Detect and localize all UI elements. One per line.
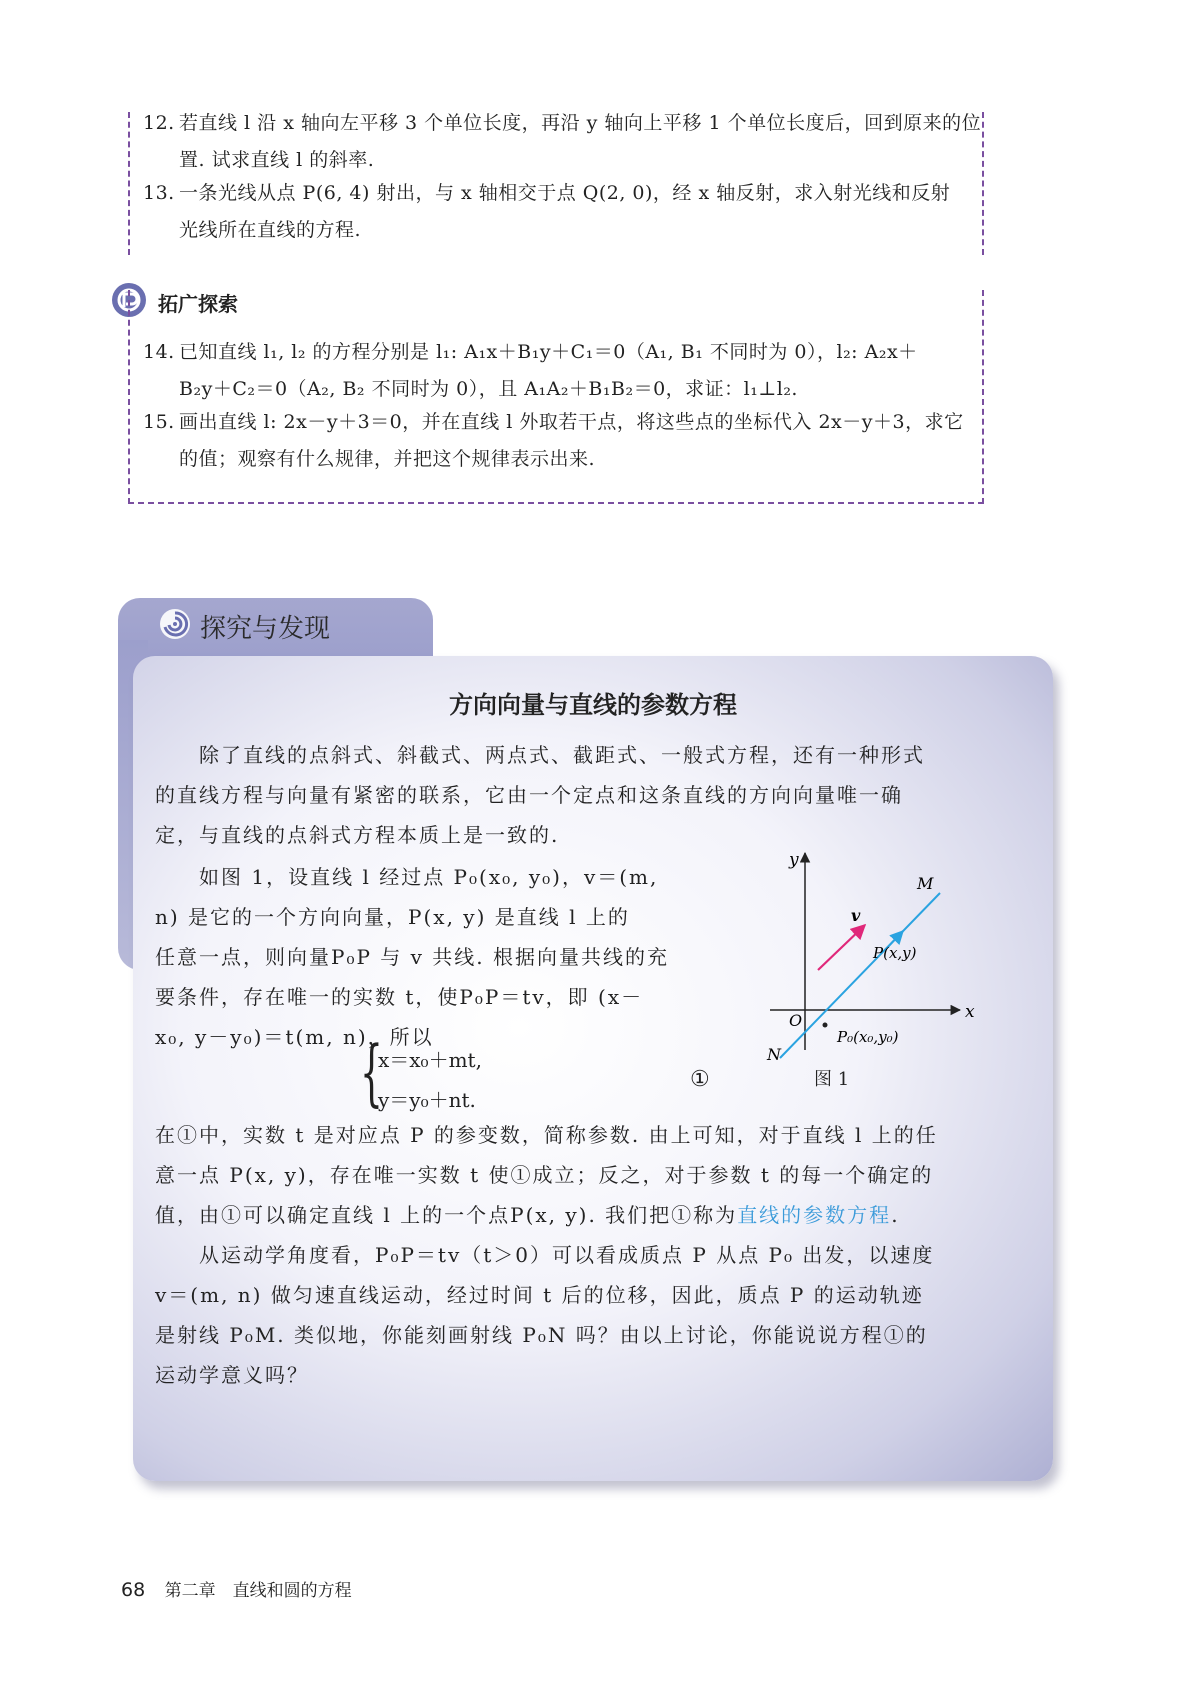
exercise-number: 12. (143, 112, 175, 134)
page-footer (121, 1576, 352, 1601)
text-line: 是射线 P₀M. 类似地，你能刻画射线 P₀N 吗？由以上讨论，你能说说方程①的 (155, 1323, 928, 1347)
chapter-title: 第二章 直线和圆的方程 (164, 1581, 352, 1601)
text-line: v＝(m, n) 做匀速直线运动，经过时间 t 后的位移，因此，质点 P 的运动轨迹 (155, 1283, 924, 1307)
text-line: 意一点 P(x, y)，存在唯一实数 t 使①成立；反之，对于参数 t 的每一个确定的 (155, 1163, 934, 1187)
text-line: 要条件，存在唯一的实数 t，使P₀P＝tv，即 (x－ (155, 985, 644, 1009)
explore-header (158, 607, 330, 645)
equation-label: ① (690, 1067, 710, 1092)
exercise-13 (143, 175, 950, 249)
axis-x-label: x (965, 1002, 975, 1022)
text-segment: 值，由①可以确定直线 l 上的一个点P(x, y). 我们把①称为 (155, 1203, 738, 1227)
text-line: 运动学意义吗？ (155, 1363, 309, 1387)
exercise-number: 14. (143, 341, 175, 363)
exercise-14 (143, 334, 918, 408)
label-P: P(x,y) (873, 944, 917, 962)
page-number: 68 (121, 1579, 146, 1601)
text-line: 除了直线的点斜式、斜截式、两点式、截距式、一般式方程，还有一种形式 (199, 743, 925, 767)
highlight-term: 直线的参数方程 (737, 1203, 892, 1227)
exercise-12 (143, 105, 981, 179)
equation-line: x＝x₀＋mt, (378, 1048, 482, 1072)
point-p0 (823, 1023, 828, 1028)
exercise-text-cont: 置. 试求直线 l 的斜率. (179, 149, 375, 171)
figure-caption: 图 1 (814, 1069, 850, 1090)
text-line: 在①中，实数 t 是对应点 P 的参变数，简称参数. 由上可知，对于直线 l 上的任 (155, 1123, 938, 1147)
explore-title: 方向向量与直线的参数方程 (449, 691, 737, 719)
exercise-text-cont: B₂y＋C₂＝0（A₂, B₂ 不同时为 0），且 A₁A₂＋B₁B₂＝0，求证：l₁⊥l₂. (179, 378, 798, 400)
equation-line: y＝y₀＋nt. (378, 1088, 476, 1112)
exercise-text: 一条光线从点 P(6, 4) 射出，与 x 轴相交于点 Q(2, 0)，经 x 轴反射，求入射光线和反射 (179, 182, 951, 204)
figure-1 (745, 845, 995, 1060)
text-line (155, 1195, 938, 1235)
explore-paragraph-4 (155, 1235, 934, 1395)
label-M: M (917, 874, 934, 893)
section-extend-title: 拓广探索 (158, 291, 238, 316)
text-line: 从运动学角度看，P₀P＝tv（t＞0）可以看成质点 P 从点 P₀ 出发，以速度 (199, 1243, 935, 1267)
explore-paragraph-2 (155, 857, 669, 1057)
brace: { (360, 1030, 383, 1114)
explore-icon (158, 607, 192, 645)
label-N: N (767, 1045, 781, 1060)
axis-y-label: y (789, 850, 799, 870)
exercise-number: 15. (143, 411, 175, 433)
label-P0: P₀(x₀,y₀) (837, 1028, 899, 1046)
text-line: n) 是它的一个方向向量，P(x, y) 是直线 l 上的 (155, 905, 630, 929)
exercise-text: 若直线 l 沿 x 轴向左平移 3 个单位长度，再沿 y 轴向上平移 1 个单位长度后，回到原来的位 (179, 112, 982, 134)
exercise-text: 画出直线 l: 2x－y＋3＝0，并在直线 l 外取若干点，将这些点的坐标代入 2x－y＋3，求它 (179, 411, 964, 433)
exercise-text-cont: 的值；观察有什么规律，并把这个规律表示出来. (179, 448, 596, 470)
text-line: 任意一点，则向量P₀P 与 v 共线. 根据向量共线的充 (155, 945, 670, 969)
parametric-equation (360, 1030, 482, 1120)
explore-tab-label: 探究与发现 (200, 613, 331, 644)
text-line: x₀, y－y₀)＝t(m, n)，所以 (155, 1025, 434, 1049)
label-v: v (851, 906, 861, 925)
exercise-15 (143, 404, 964, 478)
text-segment: . (891, 1203, 900, 1227)
exercise-number: 13. (143, 182, 175, 204)
vector-v (818, 925, 865, 970)
text-line: 定，与直线的点斜式方程本质上是一致的. (155, 823, 560, 847)
exercise-text-cont: 光线所在直线的方程. (179, 219, 362, 241)
text-line: 如图 1，设直线 l 经过点 P₀(x₀, y₀)，v＝(m, (199, 865, 659, 889)
explore-paragraph-3 (155, 1115, 938, 1235)
text-line: 的直线方程与向量有紧密的联系，它由一个定点和这条直线的方向向量唯一确 (155, 783, 903, 807)
explore-paragraph-1 (155, 735, 925, 855)
exercise-text: 已知直线 l₁, l₂ 的方程分别是 l₁: A₁x＋B₁y＋C₁＝0（A₁, B₁ 不同时为 0），l₂: A₂x＋ (179, 341, 918, 363)
origin-label: O (789, 1011, 803, 1030)
